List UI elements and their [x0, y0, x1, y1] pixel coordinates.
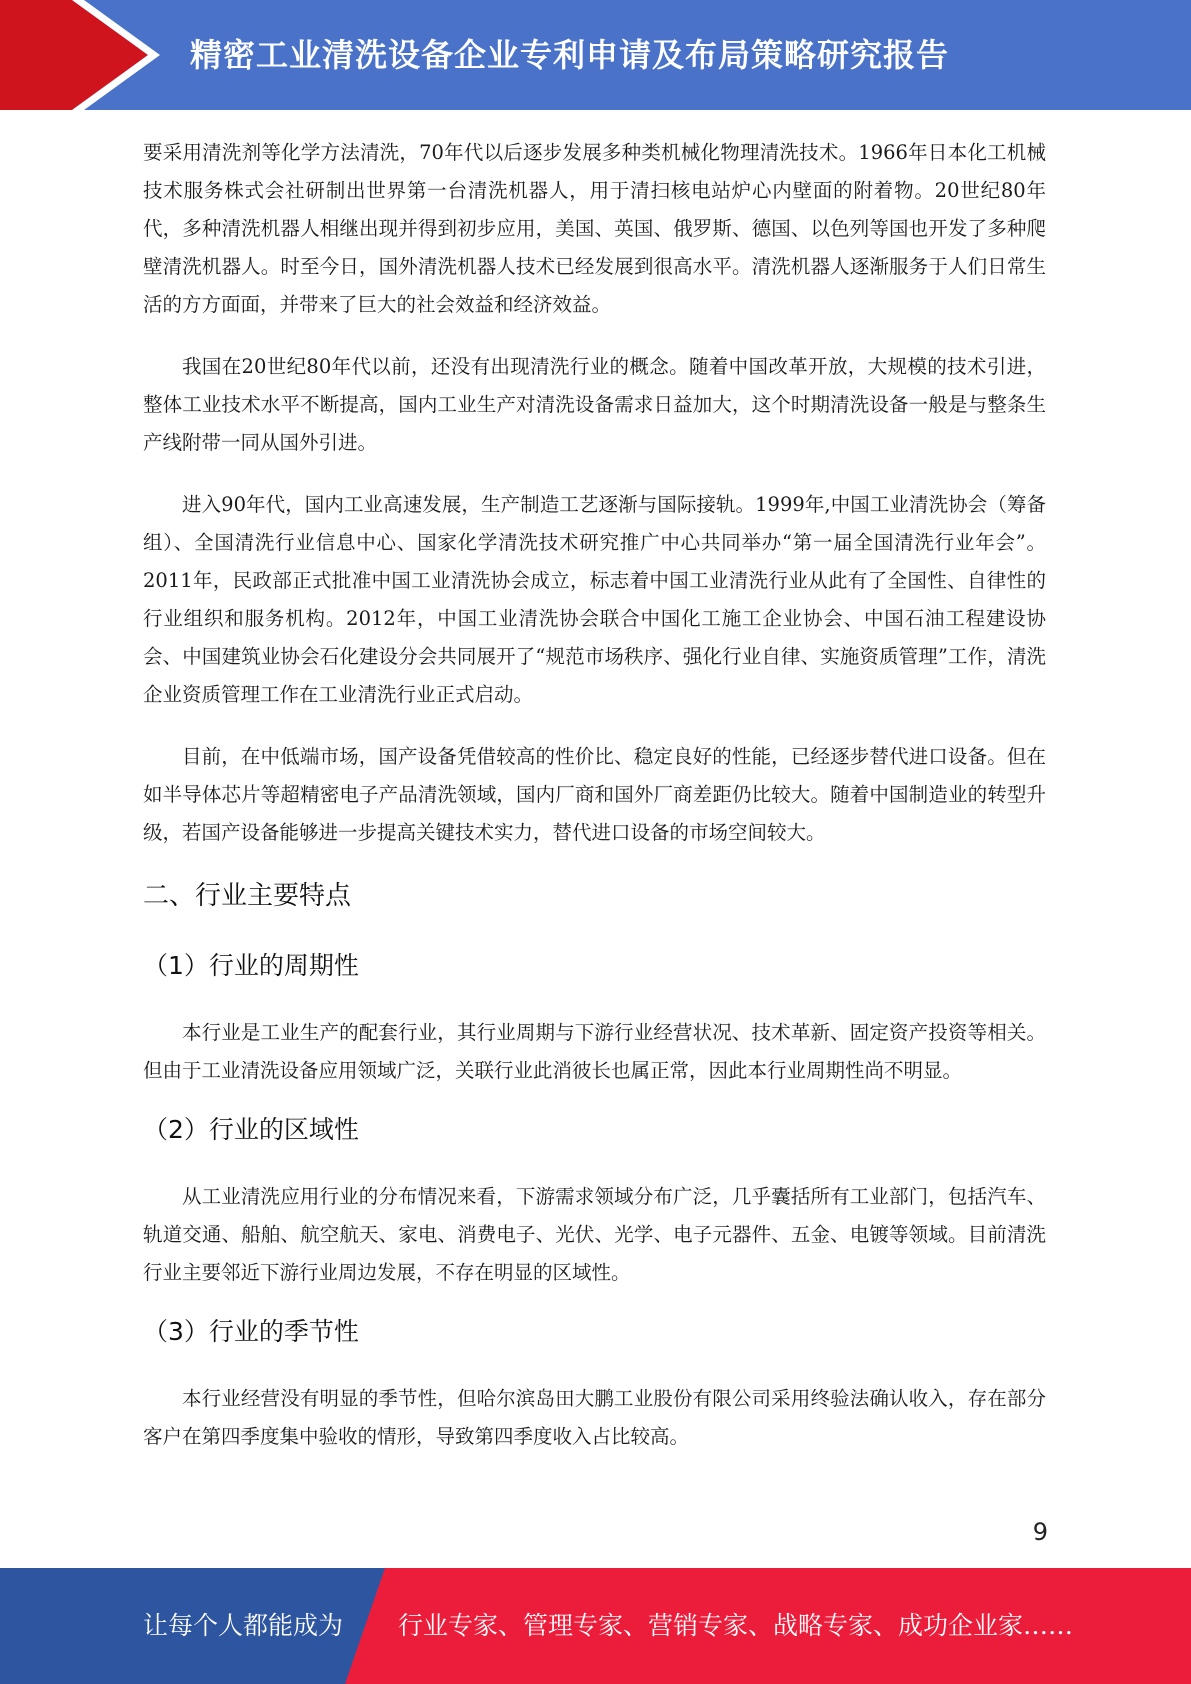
- paragraph-6: 从工业清洗应用行业的分布情况来看，下游需求领域分布广泛，几乎囊括所有工业部门，包括汽车、轨道交通、船舶、航空航天、家电、消费电子、光伏、光学、电子元器件、五金、电镀等领域。目前清洗行业主要邻近下游行业周边发展，不存在明显的区域性。: [143, 1185, 1046, 1284]
- section-heading: 二、行业主要特点: [143, 881, 352, 911]
- footer-slogan-left: 让每个人都能成为: [143, 1611, 344, 1640]
- subheading-seasonality: （3）行业的季节性: [143, 1317, 359, 1346]
- paragraph-3: 进入90年代，国内工业高速发展，生产制造工艺逐渐与国际接轨。1999年,中国工业清洗协会（筹备组）、全国清洗行业信息中心、国家化学清洗技术研究推广中心共同举办“第一届全国清洗行业年会”。2011年，民政部正式批准中国工业清洗协会成立，标志着中国工业清洗行业从此有了全国性、自律性的行业组织和服务机构。2012年，中国工业清洗协会联合中国化工施工企业协会、中国石油工程建设协会、中国建筑业协会石化建设分会共同展开了“规范市场秩序、强化行业自律、实施资质管理”工作，清洗企业资质管理工作在工业清洗行业正式启动。: [143, 493, 1046, 706]
- paragraph-7: 本行业经营没有明显的季节性，但哈尔滨岛田大鹏工业股份有限公司采用终验法确认收入，存在部分客户在第四季度集中验收的情形，导致第四季度收入占比较高。: [143, 1387, 1046, 1448]
- subheading-regionality: （2）行业的区域性: [143, 1115, 359, 1144]
- page-content: [143, 134, 1046, 1456]
- paragraph-4: 目前，在中低端市场，国产设备凭借较高的性价比、稳定良好的性能，已经逐步替代进口设备。但在如半导体芯片等超精密电子产品清洗领域，国内厂商和国外厂商差距仍比较大。随着中国制造业的转型升级，若国产设备能够进一步提高关键技术实力，替代进口设备的市场空间较大。: [143, 745, 1046, 844]
- header-chevron-decoration: [0, 0, 170, 110]
- page-number: 9: [1032, 1518, 1048, 1546]
- paragraph-5: 本行业是工业生产的配套行业，其行业周期与下游行业经营状况、技术革新、固定资产投资等相关。但由于工业清洗设备应用领域广泛，关联行业此消彼长也属正常，因此本行业周期性尚不明显。: [143, 1021, 1046, 1082]
- footer-banner: [0, 1568, 1191, 1684]
- header-banner: [0, 0, 1191, 110]
- subheading-cyclicality: （1）行业的周期性: [143, 951, 359, 980]
- paragraph-1: 要采用清洗剂等化学方法清洗，70年代以后逐步发展多种类机械化物理清洗技术。1966年日本化工机械技术服务株式会社研制出世界第一台清洗机器人，用于清扫核电站炉心内壁面的附着物。20世纪80年代，多种清洗机器人相继出现并得到初步应用，美国、英国、俄罗斯、德国、以色列等国也开发了多种爬壁清洗机器人。时至今日，国外清洗机器人技术已经发展到很高水平。清洗机器人逐渐服务于人们日常生活的方方面面，并带来了巨大的社会效益和经济效益。: [143, 141, 1046, 316]
- footer-slogan-right: 行业专家、管理专家、营销专家、战略专家、成功企业家……: [398, 1611, 1074, 1640]
- report-title: 精密工业清洗设备企业专利申请及布局策略研究报告: [190, 36, 950, 74]
- paragraph-2: 我国在20世纪80年代以前，还没有出现清洗行业的概念。随着中国改革开放，大规模的技术引进，整体工业技术水平不断提高，国内工业生产对清洗设备需求日益加大，这个时期清洗设备一般是与整条生产线附带一同从国外引进。: [143, 355, 1046, 454]
